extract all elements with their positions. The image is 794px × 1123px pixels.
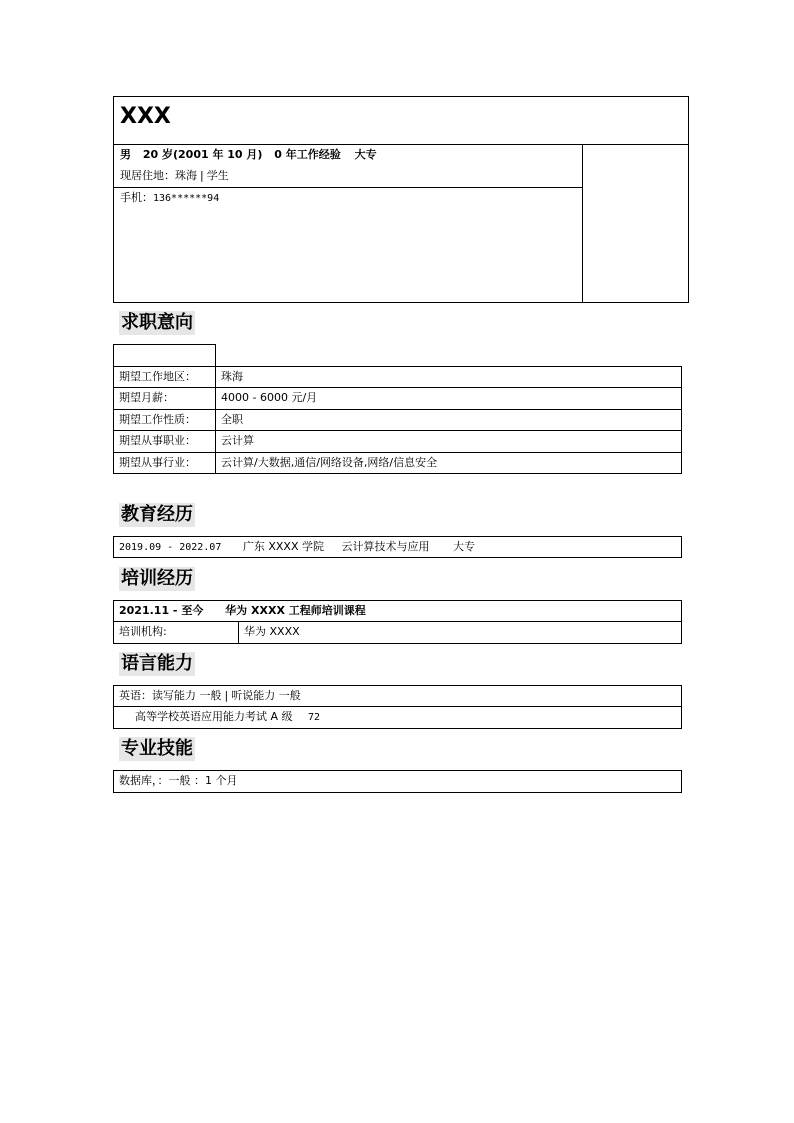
age: 20 岁(2001 年 10 月) [142,148,263,161]
section-title-training: 培训经历 [121,568,193,589]
education-period: 2019.09 - 2022.07 [119,542,222,553]
language-row-line [113,706,682,707]
degree: 大专 [354,148,377,161]
job-intent-label: 期望从事行业： [119,456,196,469]
language-exam: 高等学校英语应用能力考试 A 级 [135,710,293,723]
training-org-value: 华为 XXXX [244,625,300,638]
info-divider [113,187,583,188]
job-intent-value: 云计算 [221,434,254,447]
job-intent-label: 期望从事职业： [119,434,196,447]
language-score: 72 [308,712,321,723]
job-intent-col-divider [215,366,216,474]
skills-line: 数据库，：一般 ：1 个月 [119,774,238,787]
section-title-language: 语言能力 [121,653,193,674]
separator: | [224,689,229,702]
training-line [119,604,366,618]
residence-label: 现居住地： [120,169,175,182]
summary-line [120,148,377,162]
training-period: 2021.11 - 至今 [119,604,204,617]
education-school: 广东 XXXX 学院 [242,540,324,553]
job-intent-value: 珠海 [221,370,243,383]
language-line-1 [119,689,301,703]
job-intent-header-cell [113,344,216,367]
experience: 0 年工作经验 [274,148,341,161]
job-intent-label: 期望月薪： [119,391,174,404]
photo-placeholder [583,145,688,302]
section-title-education: 教育经历 [121,504,193,525]
job-intent-row-line [113,387,682,388]
language-listen: 听说能力 一般 [231,689,301,702]
training-org-label: 培训机构: [119,625,167,638]
job-intent-row-line [113,409,682,410]
job-intent-label: 期望工作地区： [119,370,196,383]
education-line [119,540,475,555]
phone-value: 136******94 [153,193,220,204]
job-intent-row-line [113,430,682,431]
job-intent-value: 云计算/大数据,通信/网络设备,网络/信息安全 [221,456,438,469]
language-write: 读写能力 一般 [152,689,222,702]
education-degree: 大专 [453,540,475,553]
phone-label: 手机： [120,191,153,204]
training-col-divider [238,621,239,644]
section-title-job-intent: 求职意向 [121,312,193,333]
residence-line [120,169,229,183]
job-intent-value: 4000 - 6000 元/月 [221,391,318,404]
status: 学生 [206,169,229,182]
language-name: 英语： [119,689,152,702]
job-intent-row-line [113,452,682,453]
candidate-name: XXX [120,104,171,129]
section-title-skills: 专业技能 [121,738,193,759]
phone-line [120,191,219,206]
job-intent-label: 期望工作性质： [119,413,196,426]
language-line-2 [135,710,320,725]
training-course: 华为 XXXX 工程师培训课程 [225,604,366,617]
education-major: 云计算技术与应用 [341,540,430,553]
job-intent-value: 全职 [221,413,243,426]
training-row-line [113,621,682,622]
gender: 男 [120,148,131,161]
residence-value: 珠海 [175,169,197,182]
separator: | [200,169,204,182]
